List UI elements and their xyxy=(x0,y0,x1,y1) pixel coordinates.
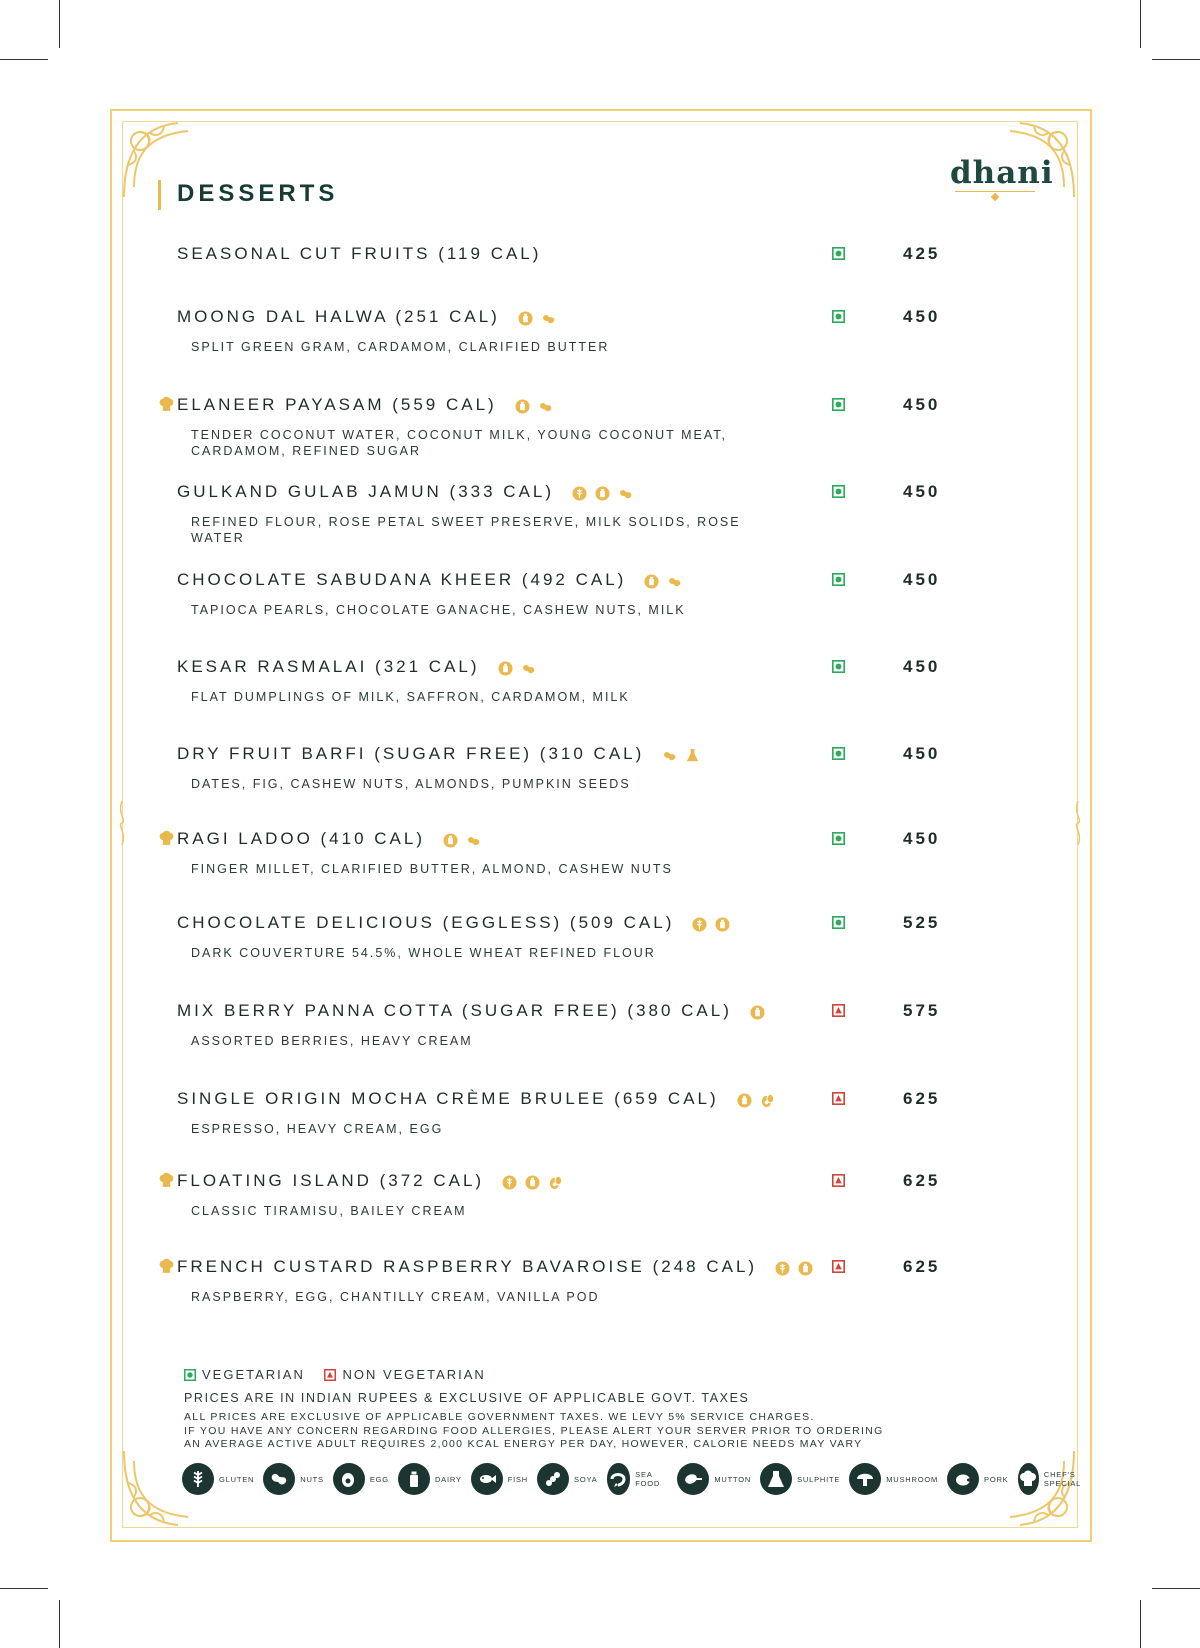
nonveg-mark-icon xyxy=(832,1004,845,1017)
veg-mark-icon xyxy=(832,573,845,586)
menu-item-name-text: ELANEER PAYASAM (559 CAL) xyxy=(177,395,497,414)
veg-mark-icon xyxy=(832,398,845,411)
menu-item xyxy=(158,911,958,960)
dairy-icon xyxy=(525,1175,540,1190)
section-accent-bar xyxy=(158,180,161,210)
allergen-key-label: PORK xyxy=(984,1474,1009,1484)
crop-mark xyxy=(1152,59,1200,60)
allergen-key-item xyxy=(333,1463,389,1495)
menu-item-price: 625 xyxy=(903,1089,941,1108)
menu-item-name-text: DRY FRUIT BARFI (SUGAR FREE) (310 CAL) xyxy=(177,744,645,763)
menu-item-price: 450 xyxy=(903,829,941,848)
menu-item-description: DARK COUVERTURE 54.5%, WHOLE WHEAT REFINED FLOUR xyxy=(191,946,656,960)
mutton-icon xyxy=(677,1463,709,1495)
menu-item-row xyxy=(158,1169,958,1193)
allergen-key-label: NUTS xyxy=(300,1474,324,1484)
allergen-key-label: SEA FOOD xyxy=(635,1470,661,1488)
menu-item-name xyxy=(177,1089,783,1110)
allergen-key-label: DAIRY xyxy=(434,1474,462,1484)
veg-mark-icon xyxy=(832,485,845,498)
menu-item-price: 450 xyxy=(903,744,941,763)
brand-logo xyxy=(950,155,1054,200)
nuts-icon xyxy=(263,1463,295,1495)
seafood-icon xyxy=(607,1463,631,1495)
allergen-icons xyxy=(498,658,544,678)
nonveg-mark-icon xyxy=(324,1369,336,1381)
menu-item-description: REFINED FLOUR, ROSE PETAL SWEET PRESERVE, MILK SOLIDS, ROSE WATER xyxy=(191,515,741,545)
allergen-icons xyxy=(502,1172,571,1192)
allergen-key-label: CHEF'S SPECIAL xyxy=(1043,1470,1082,1488)
veg-mark-icon xyxy=(832,310,845,323)
menu-item-name xyxy=(177,744,708,765)
allergen-key-item xyxy=(471,1463,528,1495)
menu-item-price: 450 xyxy=(903,307,941,326)
diet-legend xyxy=(184,1366,500,1382)
sulphite-icon xyxy=(685,748,700,763)
allergen-key-item xyxy=(849,1463,938,1495)
menu-item-price: 575 xyxy=(903,1001,941,1020)
gluten-icon xyxy=(775,1261,790,1276)
legend-nonveg-label: NON VEGETARIAN xyxy=(342,1367,486,1383)
menu-item-description: ASSORTED BERRIES, HEAVY CREAM xyxy=(191,1034,473,1048)
menu-item-name xyxy=(177,913,738,934)
menu-item xyxy=(158,480,958,545)
menu-item-description: CLASSIC TIRAMISU, BAILEY CREAM xyxy=(191,1204,467,1218)
dairy-icon xyxy=(595,486,610,501)
mushroom-icon xyxy=(849,1463,881,1495)
dairy-icon xyxy=(715,917,730,932)
veg-mark-icon xyxy=(832,832,845,845)
nuts-icon xyxy=(521,661,536,676)
crop-mark xyxy=(1140,1600,1141,1648)
gluten-icon xyxy=(182,1463,214,1495)
menu-item xyxy=(158,999,958,1048)
dairy-icon xyxy=(750,1005,765,1020)
menu-item xyxy=(158,305,958,354)
allergen-icons xyxy=(572,483,641,503)
menu-item-row xyxy=(158,827,958,851)
dairy-icon xyxy=(443,833,458,848)
side-ornament-icon xyxy=(115,801,129,845)
menu-item-name-text: MIX BERRY PANNA COTTA (SUGAR FREE) (380 CAL) xyxy=(177,1001,732,1020)
logo-text: dhani xyxy=(950,155,1054,191)
menu-item-name-text: KESAR RASMALAI (321 CAL) xyxy=(177,657,480,676)
menu-item-name xyxy=(177,570,690,591)
nuts-icon xyxy=(618,486,633,501)
dairy-icon xyxy=(644,574,659,589)
allergen-key-label: MUTTON xyxy=(714,1474,752,1484)
menu-item xyxy=(158,568,958,617)
menu-item-name xyxy=(177,1171,571,1192)
menu-item-description: FLAT DUMPLINGS OF MILK, SAFFRON, CARDAMOM, MILK xyxy=(191,690,630,704)
menu-item-price: 525 xyxy=(903,913,941,932)
dairy-icon xyxy=(518,311,533,326)
menu-item-row xyxy=(158,480,958,504)
allergen-key-label: EGG xyxy=(369,1474,389,1484)
menu-item-description: ESPRESSO, HEAVY CREAM, EGG xyxy=(191,1122,444,1136)
menu-item-row xyxy=(158,305,958,329)
price-note: PRICES ARE IN INDIAN RUPEES & EXCLUSIVE OF APPLICABLE GOVT. TAXES xyxy=(184,1391,750,1405)
menu-item-name xyxy=(177,307,564,328)
allergen-key-item xyxy=(607,1463,669,1495)
menu-item-price: 625 xyxy=(903,1257,941,1276)
menu-item-name-text: SINGLE ORIGIN MOCHA CRÈME BRULEE (659 CAL) xyxy=(177,1089,719,1108)
menu-frame-inner xyxy=(122,121,1078,1528)
nuts-icon xyxy=(541,311,556,326)
allergen-icons xyxy=(662,745,708,765)
menu-item-name xyxy=(177,1001,773,1022)
crop-mark xyxy=(1152,1588,1200,1589)
menu-item-name xyxy=(177,829,489,850)
fish-icon xyxy=(471,1463,503,1495)
menu-item xyxy=(158,1169,958,1218)
allergen-icons xyxy=(750,1002,773,1022)
dairy-icon xyxy=(498,661,513,676)
dairy-icon xyxy=(515,399,530,414)
allergen-key-item xyxy=(760,1463,840,1495)
menu-item xyxy=(158,1255,958,1304)
crop-mark xyxy=(1140,0,1141,48)
menu-item-description: SPLIT GREEN GRAM, CARDAMOM, CLARIFIED BUTTER xyxy=(191,340,610,354)
allergen-icons xyxy=(644,571,690,591)
allergen-key-item xyxy=(677,1463,751,1495)
menu-item-name xyxy=(177,395,561,416)
menu-item-row xyxy=(158,1087,958,1111)
menu-item-row xyxy=(158,393,958,417)
veg-mark-icon xyxy=(832,660,845,673)
allergen-key-label: GLUTEN xyxy=(219,1474,255,1484)
veg-mark-icon xyxy=(832,747,845,760)
disclaimer-line: ALL PRICES ARE EXCLUSIVE OF APPLICABLE GOVERNMENT TAXES. WE LEVY 5% SERVICE CHARGES. xyxy=(184,1411,815,1423)
crop-mark xyxy=(59,0,60,48)
menu-item-price: 450 xyxy=(903,570,941,589)
gluten-icon xyxy=(692,917,707,932)
allergen-icons xyxy=(737,1090,783,1110)
chef-special-icon xyxy=(158,396,175,413)
menu-item xyxy=(158,393,958,458)
menu-item-description: FINGER MILLET, CLARIFIED BUTTER, ALMOND, CASHEW NUTS xyxy=(191,862,673,876)
allergen-icons xyxy=(515,396,561,416)
menu-item-price: 425 xyxy=(903,244,941,263)
disclaimer-notes xyxy=(184,1411,944,1452)
menu-item-row xyxy=(158,242,958,266)
menu-item xyxy=(158,1087,958,1136)
chef-special-icon xyxy=(1018,1463,1039,1495)
gluten-icon xyxy=(502,1175,517,1190)
menu-item-row xyxy=(158,568,958,592)
allergen-icons xyxy=(518,308,564,328)
allergen-key-label: FISH xyxy=(507,1474,529,1484)
allergen-key-item xyxy=(537,1463,597,1495)
dairy-icon xyxy=(798,1261,813,1276)
disclaimer-line: IF YOU HAVE ANY CONCERN REGARDING FOOD ALLERGIES, PLEASE ALERT YOUR SERVER PRIOR TO ORDERING xyxy=(184,1424,884,1437)
gluten-icon xyxy=(572,486,587,501)
disclaimer-line: AN AVERAGE ACTIVE ADULT REQUIRES 2,000 KCAL ENERGY PER DAY, HOWEVER, CALORIE NEEDS MAY VARY xyxy=(184,1438,863,1450)
nonveg-mark-icon xyxy=(832,1092,845,1105)
pork-icon xyxy=(947,1463,979,1495)
menu-item-description: DATES, FIG, CASHEW NUTS, ALMONDS, PUMPKIN SEEDS xyxy=(191,777,631,791)
crop-mark xyxy=(0,1588,48,1589)
veg-mark-icon xyxy=(832,916,845,929)
dairy-icon xyxy=(398,1463,430,1495)
menu-item xyxy=(158,742,958,791)
nuts-icon xyxy=(662,748,677,763)
allergen-key xyxy=(182,1462,1082,1496)
menu-item-name-text: GULKAND GULAB JAMUN (333 CAL) xyxy=(177,482,555,501)
egg-icon xyxy=(760,1093,775,1108)
menu-item-row xyxy=(158,1255,958,1279)
menu-item-name xyxy=(177,657,544,678)
sulphite-icon xyxy=(760,1463,792,1495)
allergen-key-item xyxy=(263,1463,324,1495)
allergen-key-label: SOYA xyxy=(574,1474,598,1484)
menu-item-name-text: FLOATING ISLAND (372 CAL) xyxy=(177,1171,485,1190)
section-title: DESSERTS xyxy=(177,180,339,207)
nonveg-mark-icon xyxy=(832,1260,845,1273)
menu-item-price: 450 xyxy=(903,657,941,676)
menu-item-name-text: CHOCOLATE SABUDANA KHEER (492 CAL) xyxy=(177,570,627,589)
egg-icon xyxy=(333,1463,365,1495)
allergen-key-item xyxy=(947,1463,1008,1495)
veg-mark-icon xyxy=(832,247,845,260)
menu-item-row xyxy=(158,911,958,935)
menu-item-description: TAPIOCA PEARLS, CHOCOLATE GANACHE, CASHEW NUTS, MILK xyxy=(191,603,686,617)
menu-item xyxy=(158,242,958,266)
nonveg-mark-icon xyxy=(832,1174,845,1187)
egg-icon xyxy=(548,1175,563,1190)
menu-item-row xyxy=(158,742,958,766)
soya-icon xyxy=(537,1463,569,1495)
nuts-icon xyxy=(538,399,553,414)
menu-item-name-text: FRENCH CUSTARD RASPBERRY BAVAROISE (248 CAL) xyxy=(177,1257,758,1276)
allergen-key-label: SULPHITE xyxy=(797,1474,841,1484)
nuts-icon xyxy=(667,574,682,589)
menu-item-price: 625 xyxy=(903,1171,941,1190)
menu-item-row xyxy=(158,655,958,679)
chef-special-icon xyxy=(158,1172,175,1189)
menu-item xyxy=(158,827,958,876)
side-ornament-icon xyxy=(1071,801,1085,845)
allergen-icons xyxy=(443,830,489,850)
crop-mark xyxy=(59,1600,60,1648)
menu-item-name-text: SEASONAL CUT FRUITS (119 CAL) xyxy=(177,244,542,263)
menu-item-row xyxy=(158,999,958,1023)
menu-item-price: 450 xyxy=(903,482,941,501)
allergen-key-item xyxy=(398,1463,462,1495)
menu-item-name-text: CHOCOLATE DELICIOUS (EGGLESS) (509 CAL) xyxy=(177,913,675,932)
menu-item-name xyxy=(177,244,559,264)
menu-item-name-text: MOONG DAL HALWA (251 CAL) xyxy=(177,307,500,326)
chef-special-icon xyxy=(158,830,175,847)
menu-item-description: TENDER COCONUT WATER, COCONUT MILK, YOUNG COCONUT MEAT, CARDAMOM, REFINED SUGAR xyxy=(191,428,727,458)
logo-diamond-icon xyxy=(991,193,999,201)
allergen-icons xyxy=(692,914,738,934)
menu-item-description: RASPBERRY, EGG, CHANTILLY CREAM, VANILLA POD xyxy=(191,1290,600,1304)
menu-item-name-text: RAGI LADOO (410 CAL) xyxy=(177,829,426,848)
dairy-icon xyxy=(737,1093,752,1108)
nuts-icon xyxy=(466,833,481,848)
veg-mark-icon xyxy=(184,1369,196,1381)
legend-veg-label: VEGETARIAN xyxy=(202,1367,305,1383)
allergen-key-label: MUSHROOM xyxy=(886,1474,939,1484)
allergen-key-item xyxy=(1018,1463,1092,1495)
crop-mark xyxy=(0,59,48,60)
menu-item-name xyxy=(177,482,641,503)
menu-item-name xyxy=(177,1257,821,1278)
allergen-key-item xyxy=(182,1463,254,1495)
menu-item xyxy=(158,655,958,704)
allergen-icons xyxy=(775,1258,821,1278)
menu-item-price: 450 xyxy=(903,395,941,414)
chef-special-icon xyxy=(158,1258,175,1275)
